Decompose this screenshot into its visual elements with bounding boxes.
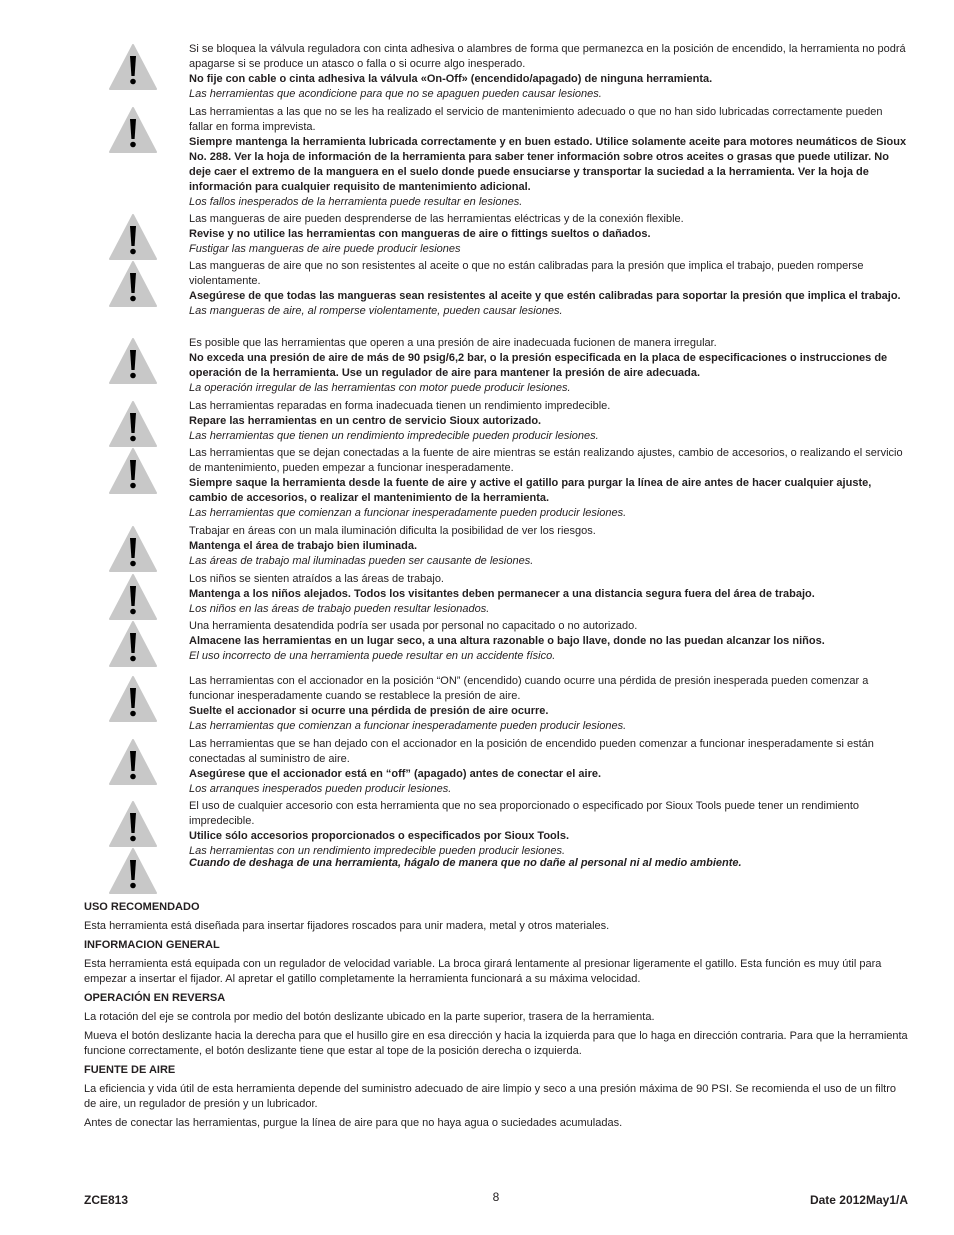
warning-consequence: La operación irregular de las herramientas con motor puede producir lesiones. — [189, 382, 571, 394]
warning-item — [108, 572, 908, 619]
warning-instruction: Mantenga el área de trabajo bien iluminada. — [189, 540, 418, 552]
warning-text — [189, 674, 908, 734]
warning-description: Las mangueras de aire pueden desprenderse de las herramientas eléctricas y de la conexión flexible. — [189, 213, 684, 225]
warning-instruction: Repare las herramientas en un centro de servicio Sioux autorizado. — [189, 415, 542, 427]
warning-triangle-icon — [108, 400, 158, 448]
warning-text — [189, 619, 908, 664]
section-heading: INFORMACION GENERAL — [84, 939, 220, 951]
warning-triangle-icon — [108, 620, 158, 668]
warning-item — [108, 737, 908, 799]
warning-item — [108, 212, 908, 259]
section-paragraph: Esta herramienta está diseñada para insertar fijadores roscados para unir madera, metal y otros materiales. — [84, 920, 610, 932]
warning-triangle-icon — [108, 447, 158, 495]
warning-triangle-icon — [108, 337, 158, 385]
warning-instruction: Suelte el accionador si ocurre una pérdida de presión de aire ocurre. — [189, 705, 549, 717]
warning-instruction: Revise y no utilice las herramientas con mangueras de aire o fittings sueltos o dañados. — [189, 228, 651, 240]
warning-triangle-icon — [108, 675, 158, 723]
warning-triangle-icon — [108, 260, 158, 308]
page-footer — [84, 1190, 908, 1210]
disposal-note: Cuando de deshaga de una herramienta, hágalo de manera que no dañe al personal ni al medio ambiente. — [189, 857, 742, 869]
section-paragraph: La eficiencia y vida útil de esta herramienta depende del suministro adecuado de aire limpio y seco a una presión máxima de 90 PSI. Se recomienda el uso de un filtro de aire, un regulador de presión y un lubricador. — [84, 1083, 897, 1110]
warning-triangle-icon — [108, 525, 158, 573]
warning-description: Las herramientas que se han dejado con el accionador en la posición de encendido pueden comenzar a funcionar inesperadamente si están conectadas al suministro de aire. — [189, 738, 874, 765]
warning-instruction: Siempre saque la herramienta desde la fuente de aire y active el gatillo para purgar la línea de aire antes de hacer cualquier ajuste, cambio de accesorios, o realizar el mantenimiento de la herramienta. — [189, 477, 872, 504]
warning-triangle-icon — [108, 847, 158, 895]
warning-consequence: Fustigar las mangueras de aire puede producir lesiones — [189, 243, 461, 255]
warning-instruction: No exceda una presión de aire de más de 90 psig/6,2 bar, o la presión especificada en la placa de especificaciones o instrucciones de operación de la herramienta. Use un regulador de aire para mantener la presión de aire adecuada. — [189, 352, 888, 379]
warning-consequence: Los fallos inesperados de la herramienta puede resultar en lesiones. — [189, 196, 523, 208]
warning-triangle-icon — [108, 43, 158, 91]
warning-text — [189, 336, 908, 396]
warning-text — [189, 846, 908, 871]
warning-item — [108, 846, 908, 894]
warning-consequence: Las áreas de trabajo mal iluminadas pueden ser causante de lesiones. — [189, 555, 534, 567]
warning-description: Los niños se sienten atraídos a las áreas de trabajo. — [189, 573, 444, 585]
warning-text — [189, 572, 908, 617]
warning-item — [108, 619, 908, 674]
warnings-list — [108, 42, 908, 894]
warning-consequence: Las herramientas que comienzan a funcionar inesperadamente pueden producir lesiones. — [189, 720, 627, 732]
warning-text — [189, 399, 908, 444]
warning-item — [108, 674, 908, 737]
warning-item — [108, 336, 908, 399]
warning-triangle-icon — [108, 106, 158, 154]
section-paragraph: Antes de conectar las herramientas, purgue la línea de aire para que no haya agua o suciedades acumuladas. — [84, 1117, 623, 1129]
page-number: 8 — [492, 1190, 500, 1204]
warning-consequence: Las herramientas que comienzan a funcionar inesperadamente pueden producir lesiones. — [189, 507, 627, 519]
warning-item — [108, 446, 908, 524]
warning-description: El uso de cualquier accesorio con esta herramienta que no sea proporcionado o especificado por Sioux Tools puede tener un rendimiento impredecible. — [189, 800, 860, 827]
warning-text — [189, 446, 908, 521]
warning-item — [108, 399, 908, 446]
warning-consequence: Los niños en las áreas de trabajo pueden resultar lesionados. — [189, 603, 490, 615]
warning-item — [108, 259, 908, 336]
warning-description: Es posible que las herramientas que operen a una presión de aire inadecuada fucionen de manera irregular. — [189, 337, 717, 349]
warning-item — [108, 42, 908, 105]
warning-item — [108, 524, 908, 572]
warning-instruction: Utilice sólo accesorios proporcionados o especificados por Sioux Tools. — [189, 830, 569, 842]
warning-text — [189, 42, 908, 102]
revision-date: Date 2012May1/A — [809, 1193, 908, 1207]
warning-description: Las herramientas que se dejan conectadas a la fuente de aire mientras se están realizando ajustes, cambio de accesorios, o realizando el servicio de mantenimiento, pueden empezar a funcionar inesperadamente. — [189, 447, 903, 474]
warning-description: Las herramientas a las que no se les ha realizado el servicio de mantenimiento adecuado o que no han sido lubricadas correctamente pueden fallar en forma imprevista. — [189, 106, 883, 133]
model-number: ZCE813 — [84, 1193, 129, 1207]
section-heading: FUENTE DE AIRE — [84, 1064, 176, 1076]
warning-consequence: Las herramientas que tienen un rendimiento impredecible pueden producir lesiones. — [189, 430, 599, 442]
warning-instruction: No fije con cable o cinta adhesiva la válvula «On-Off» (encendido/apagado) de ninguna herramienta. — [189, 73, 713, 85]
section-paragraph: Esta herramienta está equipada con un regulador de velocidad variable. La broca girará lentamente al presionar ligeramente el gatillo. Esta función es muy útil para empezar a insertar el fijador. Al apretar el gatillo completamente la herramienta funcionará a su máxima velocidad. — [84, 958, 882, 985]
warning-description: Si se bloquea la válvula reguladora con cinta adhesiva o alambres de forma que permanezca en la posición de encendido, la herramienta no podrá apagarse si se produce un atasco o falla o si ocurre algo inesperado. — [189, 43, 906, 70]
warning-text — [189, 212, 908, 257]
warning-triangle-icon — [108, 573, 158, 621]
warning-consequence: El uso incorrecto de una herramienta puede resultar en un accidente físico. — [189, 650, 556, 662]
warning-text — [189, 259, 908, 319]
warning-consequence: Las herramientas que acondicione para que no se apaguen pueden causar lesiones. — [189, 88, 602, 100]
warning-triangle-icon — [108, 213, 158, 261]
warning-item — [108, 105, 908, 212]
warning-description: Las herramientas reparadas en forma inadecuada tienen un rendimiento impredecible. — [189, 400, 611, 412]
warning-description: Las herramientas con el accionador en la posición “ON” (encendido) cuando ocurre una pérdida de presión inesperada pueden comenzar a funcionar inesperadamente cuando se restablece la presión de aire. — [189, 675, 869, 702]
warning-item — [108, 799, 908, 857]
warning-instruction: Mantenga a los niños alejados. Todos los visitantes deben permanecer a una distancia segura fuera del área de trabajo. — [189, 588, 815, 600]
warning-description: Una herramienta desatendida podría ser usada por personal no capacitado o no autorizado. — [189, 620, 638, 632]
section-heading: OPERACIÓN EN REVERSA — [84, 992, 226, 1004]
warning-description: Trabajar en áreas con un mala iluminación dificulta la posibilidad de ver los riesgos. — [189, 525, 596, 537]
section-paragraph: La rotación del eje se controla por medio del botón deslizante ubicado en la parte superior, trasera de la herramienta. — [84, 1011, 655, 1023]
warning-text — [189, 737, 908, 797]
warning-instruction: Asegúrese de que todas las mangueras sean resistentes al aceite y que estén calibradas para soportar la presión que implica el trabajo. — [189, 290, 901, 302]
warning-triangle-icon — [108, 738, 158, 786]
warning-triangle-icon — [108, 800, 158, 848]
warning-instruction: Siempre mantenga la herramienta lubricada correctamente y en buen estado. Utilice solamente aceite para motores neumáticos de Sioux No. 288. Ver la hoja de información de la herramienta para saber tener información sobre otros aceites o grasas que puede utilizar. No deje caer el extremo de la manguera en el suelo donde puede ensuciarse y transportar la suciedad a la herramienta. Ver la hoja de información para cualquier requisito de mantenimiento adicional. — [189, 136, 907, 193]
warning-text — [189, 105, 908, 210]
warning-consequence: Los arranques inesperados pueden producir lesiones. — [189, 783, 452, 795]
section-heading: USO RECOMENDADO — [84, 901, 200, 913]
warning-consequence: Las herramientas con un rendimiento impredecible pueden producir lesiones. — [189, 845, 566, 857]
section-paragraph: Mueva el botón deslizante hacia la derecha para que el husillo gire en esa dirección y hacia la izquierda para que lo haga en dirección contraria. Para que la herramienta funcione correctamente, el botón deslizante tiene que estar al tope de la posición derecha o izquierda. — [84, 1030, 908, 1057]
warning-text — [189, 524, 908, 569]
instruction-sections — [84, 900, 908, 1135]
warning-consequence: Las mangueras de aire, al romperse violentamente, pueden causar lesiones. — [189, 305, 563, 317]
warning-description: Las mangueras de aire que no son resistentes al aceite o que no están calibradas para la presión que implica el trabajo, pueden romperse violentamente. — [189, 260, 864, 287]
warning-instruction: Almacene las herramientas en un lugar seco, a una altura razonable o bajo llave, donde no las puedan alcanzar los niños. — [189, 635, 825, 647]
warning-instruction: Asegúrese que el accionador está en “off” (apagado) antes de conectar el aire. — [189, 768, 602, 780]
